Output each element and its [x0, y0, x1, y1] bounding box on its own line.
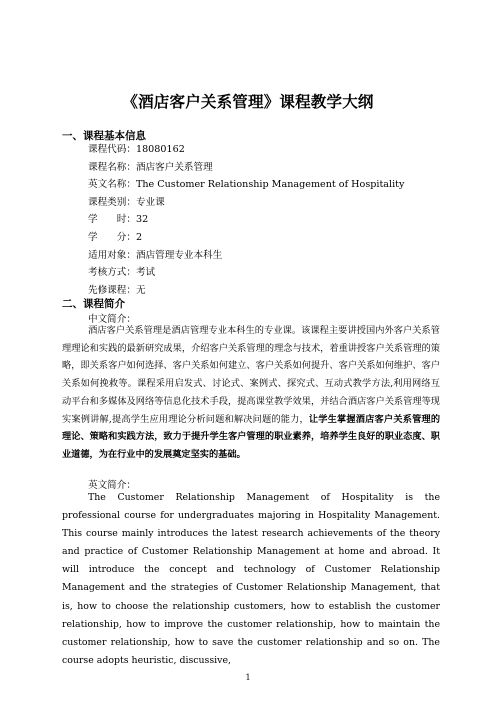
english-intro-label: 英文简介： [88, 480, 136, 491]
basic-info-row: 考核方式：考试 [88, 267, 156, 279]
chinese-intro-text: 酒店客户关系管理是酒店管理专业本科生的专业课。该课程主要讲授国内外客户关系管理理论和实践的最新研究成果，介绍客户关系管理的理念与技术，着重讲授客户关系管理的策略，即关系客户如何选择、客户关系如何建立、客户关系如何提升、客户关系如何维护、客户关系如何挽救等。课程采用启发式、讨论式、案例式、探究式、互动式教学方法,利用网络互动平台和多媒体及网络等信息化技术手段，提高课堂教学效果，并结合酒店客户关系管理等现实案例讲解,提高学生应用理论分析问题和解决问题的能力， [62, 325, 440, 425]
document-title: 《酒店客户关系管理》课程教学大纲 [122, 92, 374, 111]
chinese-intro-label: 中文简介： [88, 314, 136, 325]
chinese-intro-paragraph [62, 322, 440, 464]
basic-info-row: 先修课程：无 [88, 284, 146, 296]
basic-info-row: 学 时：32 [88, 214, 149, 226]
basic-info-row: 适用对象：酒店管理专业本科生 [88, 249, 223, 261]
basic-info-row: 学 分：2 [88, 231, 143, 243]
section-heading-basic-info: 一、课程基本信息 [62, 130, 146, 142]
basic-info-row: 课程代码：18080162 [88, 144, 185, 155]
page-number: 1 [245, 673, 251, 682]
chinese-intro-emphasis: 让学生掌握酒店客户关系管理的理论、策略和实践方法，致力于提升学生客户管理的职业素养，培养学生良好的职业态度、职业道德，为在行业中的发展奠定坚实的基础。 [62, 413, 441, 460]
basic-info-row: 课程类别：专业课 [88, 196, 165, 208]
english-intro-paragraph [62, 489, 440, 670]
basic-info-row: 课程名称：酒店客户关系管理 [88, 161, 213, 173]
basic-info-list [88, 141, 404, 299]
basic-info-row: 英文名称：The Customer Relationship Management of Hospitality [88, 179, 405, 191]
section-heading-introduction: 二、课程简介 [62, 298, 125, 310]
english-intro-text: The Customer Relationship Management of Hospitality is the professional course for undergraduates majoring in Hospitality Management. This course mainly introduces the latest research achievements of the theory and practice of Customer Relationship Management at home and abroad. It will introduce the concept and technology of Customer Relationship Management and the strategies of Customer Relationship Management, that is, how to choose the relationship customers, how to establish the customer relationship, how to improve the customer relationship, how to maintain the customer relationship, how to save the customer relationship and so on. The course adopts heuristic, discussive, [62, 492, 440, 666]
